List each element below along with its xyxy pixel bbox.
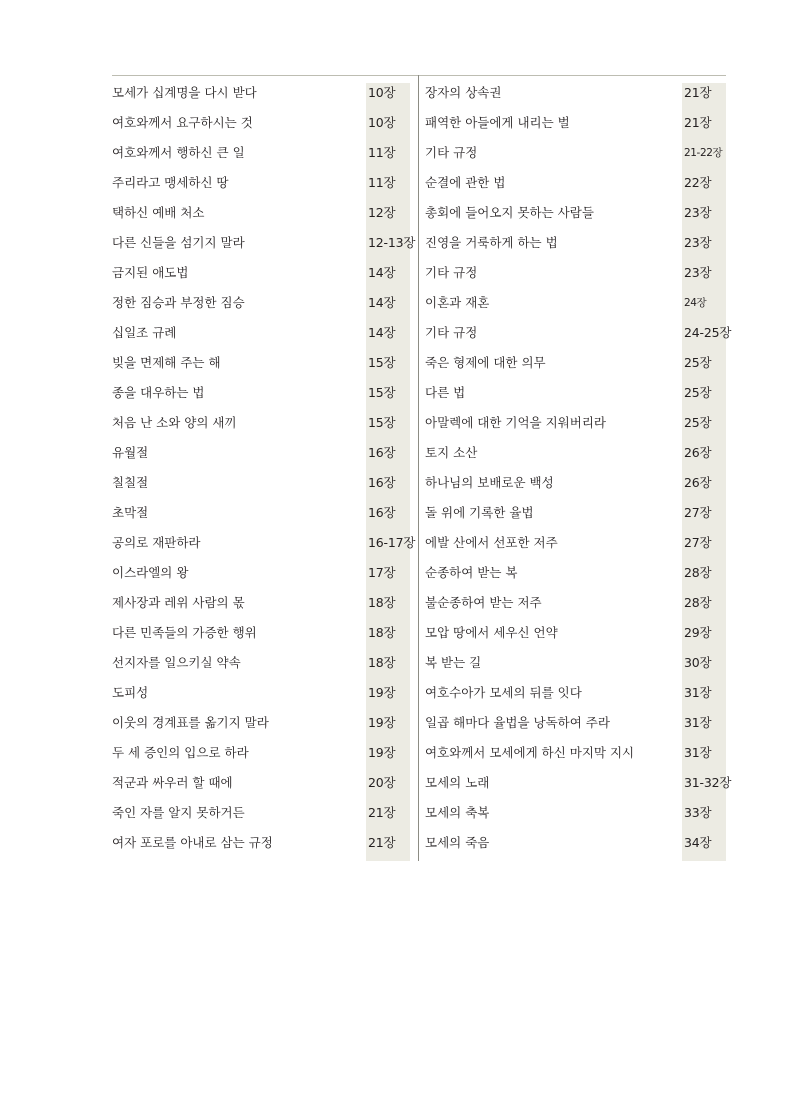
table-row xyxy=(112,168,412,198)
section-title: 두 세 증인의 입으로 하라 xyxy=(112,745,249,760)
chapter-reference: 26장 xyxy=(684,475,712,490)
chapter-reference: 22장 xyxy=(684,175,712,190)
section-title: 다른 법 xyxy=(425,385,466,400)
section-title: 선지자를 일으키실 약속 xyxy=(112,655,241,670)
chapter-reference: 12-13장 xyxy=(368,235,416,250)
section-title: 기타 규정 xyxy=(425,265,478,280)
table-row xyxy=(425,198,726,228)
table-row xyxy=(425,768,732,798)
table-row xyxy=(425,468,726,498)
chapter-reference: 20장 xyxy=(368,775,396,790)
column-divider xyxy=(418,75,419,861)
chapter-reference: 16장 xyxy=(368,445,396,460)
section-title: 모세가 십계명을 다시 받다 xyxy=(112,85,257,100)
section-title: 종을 대우하는 법 xyxy=(112,385,205,400)
section-title: 이스라엘의 왕 xyxy=(112,565,189,580)
chapter-reference: 25장 xyxy=(684,355,712,370)
chapter-reference: 24-25장 xyxy=(684,325,732,340)
table-row xyxy=(425,378,726,408)
chapter-reference: 31장 xyxy=(684,715,712,730)
section-title: 공의로 재판하라 xyxy=(112,535,201,550)
section-title: 도피성 xyxy=(112,685,149,700)
section-title: 처음 난 소와 양의 새끼 xyxy=(112,415,237,430)
table-row xyxy=(425,588,726,618)
chapter-reference: 23장 xyxy=(684,205,712,220)
chapter-reference: 16장 xyxy=(368,475,396,490)
section-title: 아말렉에 대한 기억을 지워버리라 xyxy=(425,415,606,430)
section-title: 여호와께서 요구하시는 것 xyxy=(112,115,253,130)
section-title: 정한 짐승과 부정한 짐승 xyxy=(112,295,245,310)
section-title: 여호수아가 모세의 뒤를 잇다 xyxy=(425,685,582,700)
chapter-reference: 12장 xyxy=(368,205,396,220)
contents-table xyxy=(112,75,732,861)
chapter-reference: 14장 xyxy=(368,265,396,280)
table-row xyxy=(112,768,412,798)
chapter-reference: 18장 xyxy=(368,655,396,670)
table-row xyxy=(112,378,412,408)
table-row xyxy=(112,198,412,228)
section-title: 제사장과 레위 사람의 몫 xyxy=(112,595,245,610)
section-title: 금지된 애도법 xyxy=(112,265,189,280)
chapter-reference: 33장 xyxy=(684,805,712,820)
section-title: 주리라고 맹세하신 땅 xyxy=(112,175,229,190)
chapter-reference: 21장 xyxy=(684,85,712,100)
chapter-reference: 21장 xyxy=(368,835,396,850)
table-row xyxy=(425,798,726,828)
right-column xyxy=(425,78,732,858)
table-row xyxy=(112,828,412,858)
table-row xyxy=(425,618,726,648)
chapter-reference: 28장 xyxy=(684,565,712,580)
chapter-reference: 21장 xyxy=(368,805,396,820)
table-row xyxy=(425,288,726,318)
section-title: 장자의 상속권 xyxy=(425,85,502,100)
chapter-reference: 16장 xyxy=(368,505,396,520)
table-row xyxy=(425,318,732,348)
section-title: 모세의 죽음 xyxy=(425,835,490,850)
table-row xyxy=(425,228,726,258)
table-row xyxy=(112,258,412,288)
table-row xyxy=(112,348,412,378)
section-title: 택하신 예배 처소 xyxy=(112,205,205,220)
table-row xyxy=(112,798,412,828)
table-row xyxy=(112,678,412,708)
table-row xyxy=(112,528,416,558)
table-row xyxy=(112,78,412,108)
section-title: 죽은 형제에 대한 의무 xyxy=(425,355,546,370)
chapter-reference: 29장 xyxy=(684,625,712,640)
chapter-reference: 25장 xyxy=(684,415,712,430)
table-row xyxy=(425,168,726,198)
table-row xyxy=(112,558,412,588)
chapter-reference: 17장 xyxy=(368,565,396,580)
chapter-reference: 30장 xyxy=(684,655,712,670)
chapter-reference: 11장 xyxy=(368,175,396,190)
chapter-reference: 15장 xyxy=(368,385,396,400)
table-row xyxy=(112,618,412,648)
section-title: 이혼과 재혼 xyxy=(425,295,490,310)
section-title: 칠칠절 xyxy=(112,475,149,490)
section-title: 기타 규정 xyxy=(425,145,478,160)
chapter-reference: 27장 xyxy=(684,505,712,520)
table-row xyxy=(112,648,412,678)
table-row xyxy=(425,138,726,168)
table-row xyxy=(112,108,412,138)
chapter-reference: 19장 xyxy=(368,715,396,730)
chapter-reference: 15장 xyxy=(368,355,396,370)
table-row xyxy=(425,678,726,708)
section-title: 여호와께서 행하신 큰 일 xyxy=(112,145,245,160)
chapter-reference: 26장 xyxy=(684,445,712,460)
section-title: 십일조 규례 xyxy=(112,325,177,340)
section-title: 순종하여 받는 복 xyxy=(425,565,518,580)
table-row xyxy=(425,558,726,588)
chapter-reference: 34장 xyxy=(684,835,712,850)
chapter-reference: 31장 xyxy=(684,745,712,760)
section-title: 하나님의 보배로운 백성 xyxy=(425,475,554,490)
section-title: 순결에 관한 법 xyxy=(425,175,506,190)
chapter-reference: 18장 xyxy=(368,595,396,610)
chapter-reference: 21장 xyxy=(684,115,712,130)
table-row xyxy=(112,498,412,528)
table-row xyxy=(425,708,726,738)
chapter-reference: 14장 xyxy=(368,295,396,310)
chapter-reference: 27장 xyxy=(684,535,712,550)
table-row xyxy=(425,738,726,768)
chapter-reference: 28장 xyxy=(684,595,712,610)
table-row xyxy=(425,348,726,378)
chapter-reference: 24장 xyxy=(684,297,707,309)
table-row xyxy=(112,468,412,498)
chapter-reference: 31-32장 xyxy=(684,775,732,790)
left-column xyxy=(112,78,416,858)
section-title: 이웃의 경계표를 옮기지 말라 xyxy=(112,715,269,730)
table-row xyxy=(112,588,412,618)
chapter-reference: 23장 xyxy=(684,235,712,250)
section-title: 여호와께서 모세에게 하신 마지막 지시 xyxy=(425,745,635,760)
section-title: 다른 신들을 섬기지 말라 xyxy=(112,235,245,250)
table-row xyxy=(425,528,726,558)
chapter-reference: 25장 xyxy=(684,385,712,400)
table-row xyxy=(425,78,726,108)
section-title: 유월절 xyxy=(112,445,149,460)
table-row xyxy=(425,828,726,858)
section-title: 초막절 xyxy=(112,505,149,520)
section-title: 모세의 노래 xyxy=(425,775,490,790)
chapter-reference: 23장 xyxy=(684,265,712,280)
section-title: 총회에 들어오지 못하는 사람들 xyxy=(425,205,594,220)
chapter-reference: 10장 xyxy=(368,85,396,100)
table-row xyxy=(112,138,412,168)
chapter-reference: 19장 xyxy=(368,685,396,700)
section-title: 다른 민족들의 가증한 행위 xyxy=(112,625,257,640)
section-title: 돌 위에 기록한 율법 xyxy=(425,505,534,520)
chapter-reference: 10장 xyxy=(368,115,396,130)
table-row xyxy=(425,258,726,288)
table-row xyxy=(425,438,726,468)
table-row xyxy=(112,288,412,318)
section-title: 복 받는 길 xyxy=(425,655,482,670)
chapter-reference: 31장 xyxy=(684,685,712,700)
table-row xyxy=(112,438,412,468)
table-row xyxy=(425,648,726,678)
table-row xyxy=(425,408,726,438)
section-title: 불순종하여 받는 저주 xyxy=(425,595,542,610)
section-title: 진영을 거룩하게 하는 법 xyxy=(425,235,558,250)
chapter-reference: 15장 xyxy=(368,415,396,430)
chapter-reference: 18장 xyxy=(368,625,396,640)
section-title: 빚을 면제해 주는 해 xyxy=(112,355,221,370)
chapter-reference: 21-22장 xyxy=(684,147,723,159)
top-rule xyxy=(112,75,726,76)
section-title: 여자 포로를 아내로 삼는 규정 xyxy=(112,835,273,850)
table-row xyxy=(112,228,416,258)
chapter-reference: 16-17장 xyxy=(368,535,416,550)
table-row xyxy=(112,318,412,348)
section-title: 기타 규정 xyxy=(425,325,478,340)
chapter-reference: 19장 xyxy=(368,745,396,760)
table-row xyxy=(425,108,726,138)
section-title: 일곱 해마다 율법을 낭독하여 주라 xyxy=(425,715,610,730)
table-row xyxy=(112,738,412,768)
section-title: 적군과 싸우러 할 때에 xyxy=(112,775,233,790)
section-title: 모세의 축복 xyxy=(425,805,490,820)
chapter-reference: 11장 xyxy=(368,145,396,160)
chapter-reference: 14장 xyxy=(368,325,396,340)
section-title: 패역한 아들에게 내리는 벌 xyxy=(425,115,570,130)
section-title: 모압 땅에서 세우신 언약 xyxy=(425,625,558,640)
table-row xyxy=(425,498,726,528)
section-title: 죽인 자를 알지 못하거든 xyxy=(112,805,245,820)
section-title: 에발 산에서 선포한 저주 xyxy=(425,535,558,550)
table-row xyxy=(112,408,412,438)
table-row xyxy=(112,708,412,738)
section-title: 토지 소산 xyxy=(425,445,478,460)
